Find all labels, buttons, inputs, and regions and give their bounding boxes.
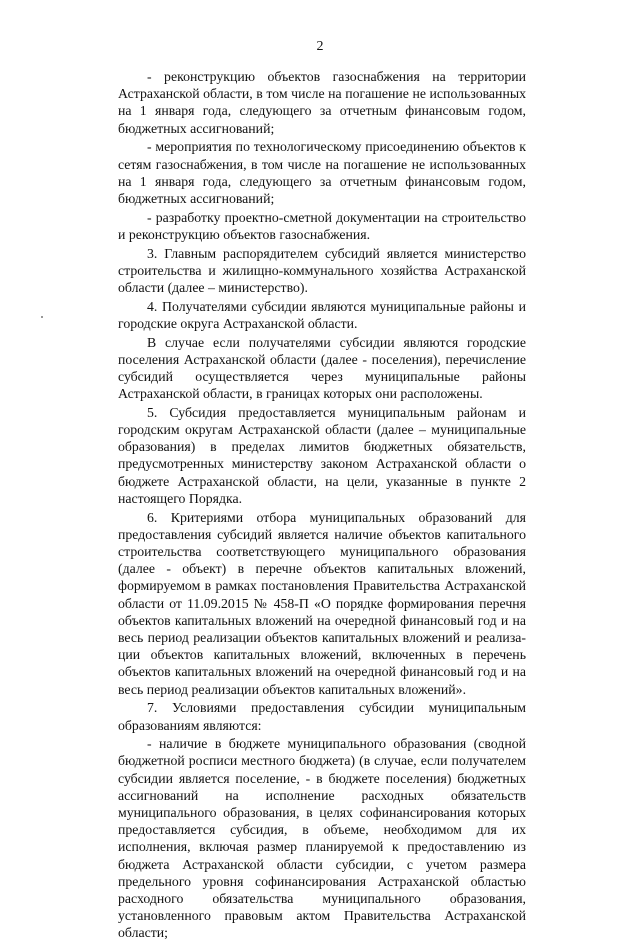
paragraph-budget-condition: - наличие в бюджете муниципального образования (сводной бюджетной росписи местного бюджета) (в случае, если получателем субсидии является поселение, - в бюджете поселения) бюджетных ассигнований на исполнение расходных обязательств муниципального образования, в целях софинансирования которых предоставляется субсидия, в объеме, необходимом для их исполнения, включая размер планируемой к предоставлению из бюджета Астраханской области субсидии, с учетом размера предельного уровня софинансирования Астраханской областью расходного обязательства муниципального образования, установленного правовым актом Правительства Астраханской области; (118, 736, 526, 941)
paragraph-item-6: 6. Критериями отбора муниципальных образований для предоставления субсидий является наличие объектов капитального строительства соответствующего муниципального образования (далее - объект) в перечне объектов капитальных вложений, формируемом в рамках постановления Правительства Астраханской области от 11.09.2015 № 458-П «О порядке формирования перечня объектов капитальных вложений на очередной финансовый год и на весь период реализации объектов капитальных вложений и реализации объектов капитальных вложений, включенных в перечень объектов капитальных вложений на очередной финансовый год и на весь период реализации объектов капитальных вложений». (118, 509, 526, 697)
paragraph-settlements: В случае если получателями субсидии являются городские поселения Астраханской области (далее - поселения), перечисление субсидий осуществляется через муниципальные районы Астраханской области, в границах которых они расположены. (118, 334, 526, 402)
paragraph-reconstruction: - реконструкцию объектов газоснабжения на территории Астраханской области, в том числе на погашение не использованных на 1 января года, следующего за отчетным финансовым годом, бюджетных ассигнований; (118, 69, 526, 136)
paragraph-item-5: 5. Субсидия предоставляется муниципальным районам и городским округам Астраханской области (далее – муниципальные образования) в пределах лимитов бюджетных обязательств, предусмотренных министерству законом Астраханской области о бюджете Астраханской области, на цели, указанные в пункте 2 настоящего Порядка. (118, 404, 526, 506)
paragraph-connection: - мероприятия по технологическому присоединению объектов к сетям газоснабжения, в том числе на погашение не использованных на 1 января года, следующего за отчетным финансовым годом, бюджетных ассигнований; (118, 139, 526, 206)
margin-mark (41, 316, 43, 318)
page-number: 2 (316, 39, 324, 54)
paragraph-item-4: 4. Получателями субсидии являются муниципальные районы и городские округа Астраханской области. (118, 298, 526, 331)
document-body (118, 68, 526, 943)
paragraph-item-3: 3. Главным распорядителем субсидий является министерство строительства и жилищно-коммунального хозяйства Астраханской области (далее – министерство). (118, 245, 526, 295)
paragraph-item-7: 7. Условиями предоставления субсидии муниципальным образованиям являются: (118, 700, 526, 733)
paragraph-design-docs: - разработку проектно-сметной документации на строительство и реконструкцию объектов газоснабжения. (118, 209, 526, 242)
